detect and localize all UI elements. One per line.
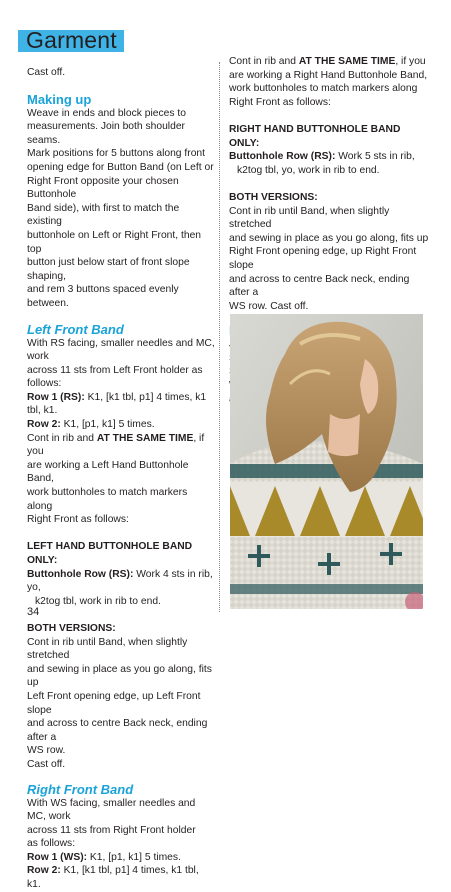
- both-line-right: Right Front opening edge, up Right Front slope: [229, 246, 417, 271]
- rh-row: Buttonhole Row (RS): Work 5 sts in rib,: [229, 151, 415, 163]
- page-number: 34: [27, 606, 40, 618]
- left-front-band-heading: Left Front Band: [27, 321, 124, 337]
- lfb-rib-line: work buttonholes to match markers along: [27, 487, 188, 512]
- lfb-row1: Row 1 (RS): K1, [k1 tbl, p1] 4 times, k1 tbl, k1.: [27, 391, 207, 417]
- making-up-line: measurements. Join both shoulder seams.: [27, 121, 185, 146]
- rfb-row2: Row 2: K1, [k1 tbl, p1] 4 times, k1 tbl, k1.: [27, 865, 199, 891]
- column-divider: [219, 62, 220, 612]
- both-line-right: Cont in rib until Band, when slightly stretched: [229, 205, 390, 231]
- lfb-rib-line: Right Front as follows:: [27, 514, 129, 526]
- rh-rib-line: Right Front as follows:: [229, 96, 331, 108]
- lh-row-cont: k2tog tbl, work in rib to end.: [35, 595, 161, 607]
- rfb-row1: Row 1 (WS): K1, [p1, k1] 5 times.: [27, 851, 181, 863]
- both-line: and sewing in place as you go along, fits up: [27, 663, 212, 689]
- both-versions-heading-right: BOTH VERSIONS:: [229, 191, 318, 203]
- page-title: Garment: [26, 27, 117, 53]
- fair-isle-cardigan-photo: [230, 314, 423, 609]
- both-line: Left Front opening edge, up Left Front slope: [27, 690, 201, 716]
- both-versions-heading: BOTH VERSIONS:: [27, 622, 116, 634]
- both-line-right: and sewing in place as you go along, fits up: [229, 232, 429, 244]
- both-line-right: and across to centre Back neck, ending after a: [229, 273, 410, 299]
- making-up-line: and rem 3 buttons spaced evenly between.: [27, 284, 179, 309]
- lfb-rib-line: are working a Left Hand Buttonhole Band,: [27, 459, 189, 485]
- making-up-heading: Making up: [27, 91, 92, 107]
- making-up-line: opening edge for Button Band (on Left or: [27, 161, 214, 173]
- making-up-line: Weave in ends and block pieces to: [27, 107, 186, 119]
- making-up-line: Mark positions for 5 buttons along front: [27, 148, 206, 160]
- rfb-line: across 11 sts from Right Front holder: [27, 824, 196, 836]
- right-front-band-heading: Right Front Band: [27, 781, 134, 797]
- rh-rib-line: work buttonholes to match markers along: [229, 83, 418, 95]
- both-line: and across to centre Back neck, ending after a: [27, 718, 208, 743]
- both-line: Cast off.: [27, 758, 66, 770]
- rh-rib-line: are working a Right Hand Buttonhole Band,: [229, 69, 428, 81]
- lh-band-heading: LEFT HAND BUTTONHOLE BAND ONLY:: [27, 541, 193, 566]
- lh-row: Buttonhole Row (RS): Work 4 sts in rib, yo,: [27, 568, 213, 594]
- cast-off-text: Cast off.: [27, 67, 66, 78]
- rfb-line: With WS facing, smaller needles and MC, work: [27, 797, 196, 823]
- model-photo: [230, 314, 423, 609]
- both-line: WS row.: [27, 745, 66, 757]
- making-up-line: Right Front opposite your chosen Buttonhole: [27, 175, 179, 201]
- rh-band-heading: RIGHT HAND BUTTONHOLE BAND ONLY:: [229, 123, 401, 149]
- lfb-rib: Cont in rib and AT THE SAME TIME, if you: [27, 432, 205, 458]
- lfb-line: With RS facing, smaller needles and MC, work: [27, 337, 215, 363]
- rh-rib: Cont in rib and AT THE SAME TIME, if you: [229, 56, 426, 67]
- both-line: Cont in rib until Band, when slightly stretched: [27, 636, 188, 662]
- both-line-right: WS row. Cast off.: [229, 300, 309, 312]
- rh-row-cont: k2tog tbl, yo, work in rib to end.: [237, 164, 380, 176]
- left-column: [27, 66, 215, 892]
- lfb-line: across 11 sts from Left Front holder as follows:: [27, 364, 203, 390]
- making-up-line: buttonhole on Left or Right Front, then top: [27, 229, 202, 255]
- rfb-line: as follows:: [27, 838, 76, 850]
- lfb-row2: Row 2: K1, [p1, k1] 5 times.: [27, 419, 155, 431]
- making-up-line: Band side), with first to match the existing: [27, 202, 180, 228]
- making-up-line: button just below start of front slope shaping,: [27, 257, 190, 282]
